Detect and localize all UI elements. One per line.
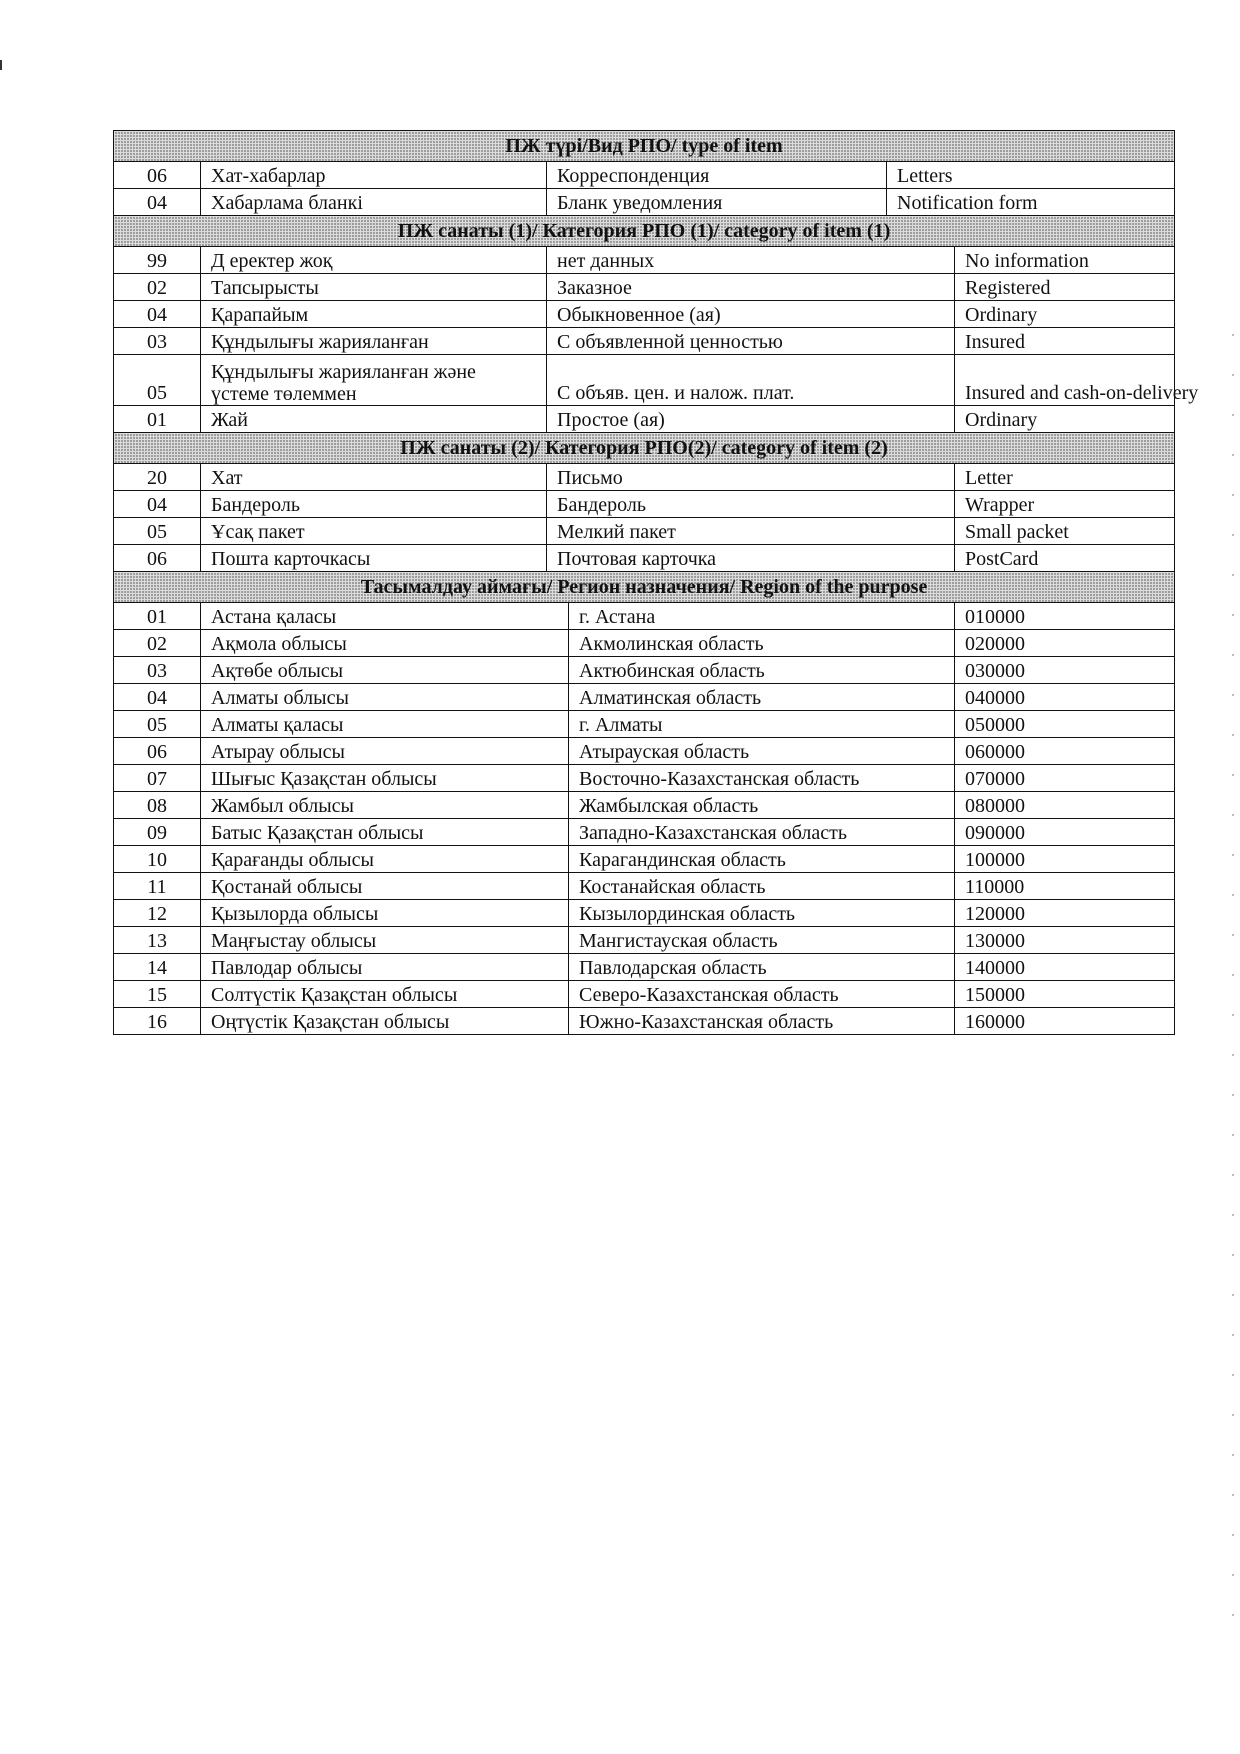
code-cell: 04 xyxy=(114,684,201,711)
postal-index-cell: 110000 xyxy=(955,873,1175,900)
kazakh-cell: Ақтөбе облысы xyxy=(201,657,569,684)
postal-index-cell: 030000 xyxy=(955,657,1175,684)
kazakh-cell: Алматы облысы xyxy=(201,684,569,711)
table-row xyxy=(114,819,1175,846)
table-row xyxy=(114,738,1175,765)
russian-cell: Письмо xyxy=(547,464,955,491)
russian-cell: Акмолинская область xyxy=(569,630,955,657)
english-cell: Ordinary xyxy=(955,406,1175,433)
table-row xyxy=(114,630,1175,657)
kazakh-cell: Қарағанды облысы xyxy=(201,846,569,873)
code-cell: 14 xyxy=(114,954,201,981)
kazakh-cell: Тапсырысты xyxy=(201,274,547,301)
section-header-type-of-item xyxy=(114,131,1175,162)
table-row xyxy=(114,301,1175,328)
kazakh-cell: Қостанай облысы xyxy=(201,873,569,900)
code-cell: 04 xyxy=(114,491,201,518)
postal-index-cell: 020000 xyxy=(955,630,1175,657)
kazakh-cell: Құндылығы жарияланған xyxy=(201,328,547,355)
russian-cell: Корреспонденция xyxy=(547,162,887,189)
postal-index-cell: 040000 xyxy=(955,684,1175,711)
russian-cell: г. Алматы xyxy=(569,711,955,738)
russian-cell: Жамбылская область xyxy=(569,792,955,819)
kazakh-cell: Астана қаласы xyxy=(201,603,569,630)
kazakh-cell: Құндылығы жарияланған және үстеме төлеммен xyxy=(201,355,547,406)
russian-cell: С объяв. цен. и налож. плат. xyxy=(547,355,955,406)
kazakh-cell: Хат-хабарлар xyxy=(201,162,547,189)
section-header-region xyxy=(114,572,1175,603)
kazakh-cell: Жамбыл облысы xyxy=(201,792,569,819)
russian-cell: Актюбинская область xyxy=(569,657,955,684)
kazakh-cell: Қарапайым xyxy=(201,301,547,328)
english-cell: Wrapper xyxy=(955,491,1175,518)
code-cell: 09 xyxy=(114,819,201,846)
code-cell: 06 xyxy=(114,545,201,572)
code-cell: 04 xyxy=(114,301,201,328)
table-row xyxy=(114,247,1175,274)
kazakh-cell: Оңтүстік Қазақстан облысы xyxy=(201,1008,569,1035)
code-cell: 08 xyxy=(114,792,201,819)
kazakh-cell: Жай xyxy=(201,406,547,433)
kazakh-cell: Ақмола облысы xyxy=(201,630,569,657)
english-cell: Insured and cash-on-delivery xyxy=(955,355,1175,406)
scan-mark xyxy=(0,60,2,70)
table-row xyxy=(114,464,1175,491)
russian-cell: Почтовая карточка xyxy=(547,545,955,572)
russian-cell: Бандероль xyxy=(547,491,955,518)
english-cell: Letter xyxy=(955,464,1175,491)
postal-index-cell: 090000 xyxy=(955,819,1175,846)
section-title: Тасымалдау аймағы/ Регион назначения/ Region of the purpose xyxy=(114,572,1175,603)
code-cell: 05 xyxy=(114,518,201,545)
table-row xyxy=(114,603,1175,630)
postal-index-cell: 130000 xyxy=(955,927,1175,954)
postal-index-cell: 010000 xyxy=(955,603,1175,630)
code-cell: 01 xyxy=(114,406,201,433)
kazakh-cell: Павлодар облысы xyxy=(201,954,569,981)
table-row xyxy=(114,657,1175,684)
table-row xyxy=(114,684,1175,711)
code-cell: 07 xyxy=(114,765,201,792)
code-cell: 12 xyxy=(114,900,201,927)
kazakh-cell: Бандероль xyxy=(201,491,547,518)
section-header-category-2 xyxy=(114,433,1175,464)
section-header-category-1 xyxy=(114,216,1175,247)
code-cell: 03 xyxy=(114,328,201,355)
code-cell: 13 xyxy=(114,927,201,954)
table-row xyxy=(114,711,1175,738)
table-row xyxy=(114,792,1175,819)
code-cell: 05 xyxy=(114,711,201,738)
code-cell: 06 xyxy=(114,162,201,189)
table-row xyxy=(114,274,1175,301)
english-cell: Notification form xyxy=(887,189,1175,216)
russian-cell: Костанайская область xyxy=(569,873,955,900)
table-row xyxy=(114,981,1175,1008)
kazakh-cell: Хат xyxy=(201,464,547,491)
code-cell: 20 xyxy=(114,464,201,491)
postal-index-cell: 050000 xyxy=(955,711,1175,738)
english-cell: Small packet xyxy=(955,518,1175,545)
postal-index-cell: 080000 xyxy=(955,792,1175,819)
table-row xyxy=(114,927,1175,954)
table-row xyxy=(114,765,1175,792)
table-row xyxy=(114,518,1175,545)
code-cell: 04 xyxy=(114,189,201,216)
english-cell: Ordinary xyxy=(955,301,1175,328)
code-cell: 11 xyxy=(114,873,201,900)
table-row xyxy=(114,954,1175,981)
english-cell: Letters xyxy=(887,162,1175,189)
code-cell: 16 xyxy=(114,1008,201,1035)
kazakh-cell: Хабарлама бланкі xyxy=(201,189,547,216)
russian-cell: Северо-Казахстанская область xyxy=(569,981,955,1008)
kazakh-cell: Пошта карточкасы xyxy=(201,545,547,572)
table-row xyxy=(114,900,1175,927)
english-cell: Registered xyxy=(955,274,1175,301)
english-cell: Insured xyxy=(955,328,1175,355)
code-cell: 02 xyxy=(114,630,201,657)
table-row xyxy=(114,406,1175,433)
postal-index-cell: 140000 xyxy=(955,954,1175,981)
code-cell: 06 xyxy=(114,738,201,765)
code-cell: 02 xyxy=(114,274,201,301)
table-row xyxy=(114,491,1175,518)
russian-cell: Восточно-Казахстанская область xyxy=(569,765,955,792)
table-row xyxy=(114,189,1175,216)
russian-cell: Мангистауская область xyxy=(569,927,955,954)
russian-cell: Мелкий пакет xyxy=(547,518,955,545)
russian-cell: Бланк уведомления xyxy=(547,189,887,216)
table-row xyxy=(114,1008,1175,1035)
table-row xyxy=(114,846,1175,873)
russian-cell: Атырауская область xyxy=(569,738,955,765)
kazakh-cell: Шығыс Қазақстан облысы xyxy=(201,765,569,792)
code-cell: 03 xyxy=(114,657,201,684)
kazakh-cell: Маңғыстау облысы xyxy=(201,927,569,954)
russian-cell: Обыкновенное (ая) xyxy=(547,301,955,328)
table-row xyxy=(114,545,1175,572)
code-cell: 15 xyxy=(114,981,201,1008)
code-cell: 05 xyxy=(114,355,201,406)
code-cell: 01 xyxy=(114,603,201,630)
code-cell: 10 xyxy=(114,846,201,873)
russian-cell: Павлодарская область xyxy=(569,954,955,981)
russian-cell: Западно-Казахстанская область xyxy=(569,819,955,846)
russian-cell: нет данных xyxy=(547,247,955,274)
postal-index-cell: 100000 xyxy=(955,846,1175,873)
postal-index-cell: 070000 xyxy=(955,765,1175,792)
table-row xyxy=(114,162,1175,189)
section-title: ПЖ түрі/Вид РПО/ type of item xyxy=(114,131,1175,162)
kazakh-cell: Д еректер жоқ xyxy=(201,247,547,274)
russian-cell: С объявленной ценностью xyxy=(547,328,955,355)
russian-cell: Алматинская область xyxy=(569,684,955,711)
scan-edge-specks xyxy=(1232,320,1234,1620)
code-cell: 99 xyxy=(114,247,201,274)
postal-index-cell: 120000 xyxy=(955,900,1175,927)
section-title: ПЖ санаты (2)/ Категория РПО(2)/ category of item (2) xyxy=(114,433,1175,464)
kazakh-cell: Алматы қаласы xyxy=(201,711,569,738)
postal-index-cell: 060000 xyxy=(955,738,1175,765)
kazakh-cell: Атырау облысы xyxy=(201,738,569,765)
russian-cell: Простое (ая) xyxy=(547,406,955,433)
russian-cell: Заказное xyxy=(547,274,955,301)
table-row xyxy=(114,355,1175,406)
russian-cell: г. Астана xyxy=(569,603,955,630)
english-cell: No information xyxy=(955,247,1175,274)
kazakh-cell: Ұсақ пакет xyxy=(201,518,547,545)
table-row xyxy=(114,873,1175,900)
kazakh-cell: Солтүстік Қазақстан облысы xyxy=(201,981,569,1008)
postal-index-cell: 150000 xyxy=(955,981,1175,1008)
russian-cell: Южно-Казахстанская область xyxy=(569,1008,955,1035)
section-title: ПЖ санаты (1)/ Категория РПО (1)/ category of item (1) xyxy=(114,216,1175,247)
table-row xyxy=(114,328,1175,355)
item-codes-table xyxy=(113,130,1199,1035)
russian-cell: Кызылординская область xyxy=(569,900,955,927)
russian-cell: Карагандинская область xyxy=(569,846,955,873)
kazakh-cell: Батыс Қазақстан облысы xyxy=(201,819,569,846)
postal-index-cell: 160000 xyxy=(955,1008,1175,1035)
kazakh-cell: Қызылорда облысы xyxy=(201,900,569,927)
english-cell: PostCard xyxy=(955,545,1175,572)
